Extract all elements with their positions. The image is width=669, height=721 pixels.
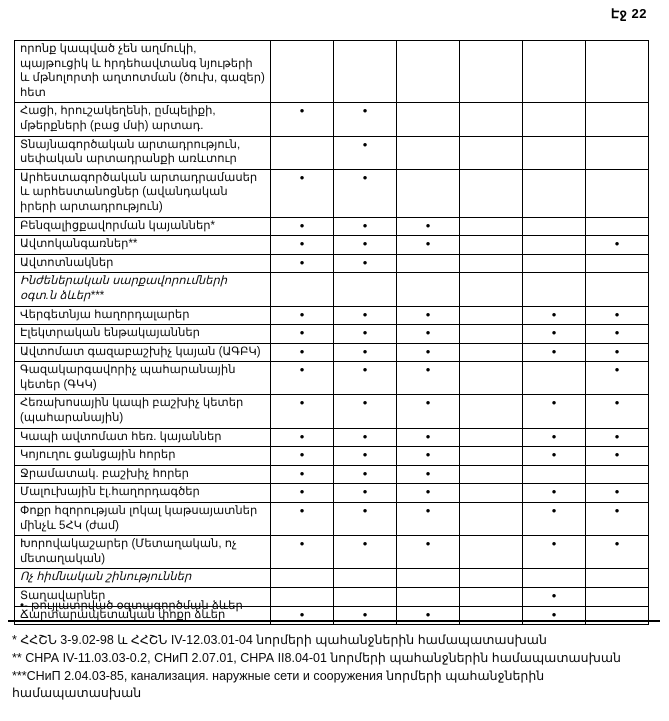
- table-row: [15, 103, 649, 136]
- permitted-dot-cell: •: [334, 217, 397, 236]
- permitted-dot-cell: •: [334, 236, 397, 255]
- table-row: [15, 236, 649, 255]
- empty-cell: [523, 236, 586, 255]
- empty-cell: [523, 103, 586, 136]
- permitted-dot-cell: •: [523, 606, 586, 625]
- empty-cell: [334, 588, 397, 607]
- permitted-dot-cell: •: [397, 536, 460, 569]
- permitted-dot-cell: •: [271, 465, 334, 484]
- empty-cell: [523, 169, 586, 217]
- permitted-dot-cell: •: [271, 306, 334, 325]
- empty-cell: [460, 484, 523, 503]
- permitted-dot-cell: •: [334, 395, 397, 428]
- empty-cell: [334, 273, 397, 306]
- permitted-dot-cell: •: [523, 395, 586, 428]
- table-row: [15, 169, 649, 217]
- row-label: Կապի ավտոմատ հեռ. կայաններ: [15, 428, 271, 447]
- permitted-dot-cell: •: [334, 484, 397, 503]
- empty-cell: [397, 588, 460, 607]
- empty-cell: [586, 569, 649, 588]
- permitted-dot-cell: •: [397, 343, 460, 362]
- empty-cell: [460, 569, 523, 588]
- permitted-dot-cell: •: [271, 395, 334, 428]
- empty-cell: [271, 588, 334, 607]
- empty-cell: [397, 273, 460, 306]
- permitted-dot-cell: •: [586, 503, 649, 536]
- table-row: [15, 395, 649, 428]
- permitted-dot-cell: •: [523, 343, 586, 362]
- row-label: Խորովակաշարեր (Մետաղական, ոչ մետաղական): [15, 536, 271, 569]
- row-label: Հեռախոսային կապի բաշխիչ կետեր (պահարանային): [15, 395, 271, 428]
- footnote-divider: [8, 620, 660, 622]
- permitted-dot-cell: •: [271, 447, 334, 466]
- permitted-dot-cell: •: [334, 306, 397, 325]
- permitted-dot-cell: •: [586, 484, 649, 503]
- empty-cell: [460, 254, 523, 273]
- row-label: Հացի, հրուշակեղենի, ըմպելիքի, մթերքների (բաց մսի) արտադ.: [15, 103, 271, 136]
- row-label: Փոքր հզորության լոկալ կաթսայատներ մինչև 5ՀԿ (ժամ): [15, 503, 271, 536]
- row-label: Ինժեներական սարքավորումների օգտ.ն ձևեր***: [15, 273, 271, 306]
- permitted-dot-cell: •: [397, 236, 460, 255]
- permitted-dot-cell: •: [271, 484, 334, 503]
- empty-cell: [460, 447, 523, 466]
- permitted-dot-cell: •: [397, 503, 460, 536]
- permitted-dot-cell: •: [334, 136, 397, 169]
- table-body: [15, 41, 649, 625]
- footnote: ** СНРА IV-11.03.03-0.2, СНиП 2.07.01, СНРА II8.04-01 նորմերի պահանջներին համապատասխան: [12, 650, 621, 665]
- permitted-dot-cell: •: [523, 447, 586, 466]
- permitted-dot-cell: •: [271, 236, 334, 255]
- empty-cell: [460, 536, 523, 569]
- permitted-dot-cell: •: [523, 503, 586, 536]
- permitted-dot-cell: •: [334, 503, 397, 536]
- permitted-dot-cell: •: [271, 103, 334, 136]
- table-row: [15, 41, 649, 103]
- empty-cell: [271, 569, 334, 588]
- empty-cell: [460, 217, 523, 236]
- row-label: Մալուխային էլ.հաղորդագծեր: [15, 484, 271, 503]
- footnotes-block: [12, 632, 652, 703]
- empty-cell: [523, 217, 586, 236]
- empty-cell: [586, 217, 649, 236]
- empty-cell: [460, 306, 523, 325]
- empty-cell: [523, 273, 586, 306]
- table-row: [15, 325, 649, 344]
- row-label: Էլեկտրական ենթակայաններ: [15, 325, 271, 344]
- empty-cell: [523, 362, 586, 395]
- permitted-dot-cell: •: [334, 536, 397, 569]
- permitted-dot-cell: •: [334, 343, 397, 362]
- permitted-dot-cell: •: [271, 428, 334, 447]
- empty-cell: [334, 569, 397, 588]
- row-label: Արհեստագործական արտադրամասեր և արհեստանոցներ (ավանդական իրերի արտադրություն): [15, 169, 271, 217]
- table-row: [15, 447, 649, 466]
- permitted-dot-cell: •: [523, 306, 586, 325]
- permitted-dot-cell: •: [334, 362, 397, 395]
- table-row: [15, 217, 649, 236]
- empty-cell: [271, 136, 334, 169]
- empty-cell: [397, 103, 460, 136]
- permitted-dot-cell: •: [271, 503, 334, 536]
- empty-cell: [397, 569, 460, 588]
- permitted-dot-cell: •: [586, 362, 649, 395]
- permitted-dot-cell: •: [586, 428, 649, 447]
- table-row: [15, 465, 649, 484]
- table-row: [15, 536, 649, 569]
- table-row: [15, 428, 649, 447]
- permitted-dot-cell: •: [586, 306, 649, 325]
- permitted-dot-cell: •: [271, 606, 334, 625]
- empty-cell: [586, 136, 649, 169]
- row-label: Կոյուղու ցանցային հորեր: [15, 447, 271, 466]
- empty-cell: [460, 136, 523, 169]
- empty-cell: [460, 236, 523, 255]
- table-row: [15, 503, 649, 536]
- row-label: Տնայնագործական արտադրություն, սեփական արտադրանքի առևտուր: [15, 136, 271, 169]
- permitted-dot-cell: •: [271, 217, 334, 236]
- table-row: [15, 254, 649, 273]
- legend-note: •- թույլատրված օգտագործման ձևեր: [20, 600, 243, 612]
- permitted-dot-cell: •: [586, 447, 649, 466]
- table-row: [15, 136, 649, 169]
- empty-cell: [523, 569, 586, 588]
- permitted-dot-cell: •: [523, 428, 586, 447]
- permitted-dot-cell: •: [523, 325, 586, 344]
- empty-cell: [460, 343, 523, 362]
- permitted-dot-cell: •: [271, 536, 334, 569]
- permitted-dot-cell: •: [397, 325, 460, 344]
- footnote: ***СНиП 2.04.03-85, канализация. наружные сети и сооружения նորմերի պահանջներին համապատասխան: [12, 668, 545, 701]
- row-label: Ավտոկանգառներ**: [15, 236, 271, 255]
- empty-cell: [523, 136, 586, 169]
- permitted-dot-cell: •: [271, 325, 334, 344]
- empty-cell: [523, 41, 586, 103]
- empty-cell: [586, 588, 649, 607]
- table-row: [15, 343, 649, 362]
- empty-cell: [397, 136, 460, 169]
- permitted-dot-cell: •: [334, 325, 397, 344]
- empty-cell: [460, 325, 523, 344]
- empty-cell: [586, 465, 649, 484]
- row-label: Տաղավարներ: [15, 588, 271, 607]
- empty-cell: [523, 465, 586, 484]
- empty-cell: [397, 254, 460, 273]
- row-label: Վերգետնյա հաղորդալարեր: [15, 306, 271, 325]
- permitted-dot-cell: •: [334, 169, 397, 217]
- table-row: [15, 569, 649, 588]
- permitted-dot-cell: •: [334, 465, 397, 484]
- empty-cell: [586, 169, 649, 217]
- empty-cell: [460, 362, 523, 395]
- permitted-dot-cell: •: [397, 395, 460, 428]
- permitted-dot-cell: •: [397, 306, 460, 325]
- permitted-dot-cell: •: [397, 484, 460, 503]
- permitted-dot-cell: •: [397, 465, 460, 484]
- empty-cell: [586, 254, 649, 273]
- empty-cell: [586, 41, 649, 103]
- permitted-dot-cell: •: [334, 447, 397, 466]
- permitted-dot-cell: •: [397, 606, 460, 625]
- permitted-dot-cell: •: [523, 484, 586, 503]
- empty-cell: [271, 273, 334, 306]
- empty-cell: [460, 169, 523, 217]
- empty-cell: [460, 273, 523, 306]
- row-label: Ճարտարապետական փոքր ձևեր: [15, 606, 271, 625]
- permitted-dot-cell: •: [523, 588, 586, 607]
- page-number: Էջ 22: [610, 6, 647, 21]
- permitted-dot-cell: •: [271, 343, 334, 362]
- permitted-dot-cell: •: [271, 169, 334, 217]
- permitted-dot-cell: •: [523, 536, 586, 569]
- empty-cell: [397, 169, 460, 217]
- row-label: Ոչ հիմնական շինություններ: [15, 569, 271, 588]
- row-label: Ջրամատակ. բաշխիչ հորեր: [15, 465, 271, 484]
- table-row: [15, 273, 649, 306]
- permitted-use-table: [14, 40, 649, 625]
- table-row: [15, 306, 649, 325]
- permitted-dot-cell: •: [586, 236, 649, 255]
- empty-cell: [271, 41, 334, 103]
- empty-cell: [460, 503, 523, 536]
- empty-cell: [586, 273, 649, 306]
- permitted-dot-cell: •: [334, 254, 397, 273]
- permitted-dot-cell: •: [397, 217, 460, 236]
- permitted-dot-cell: •: [586, 343, 649, 362]
- row-label: Ավտոտնակներ: [15, 254, 271, 273]
- empty-cell: [460, 465, 523, 484]
- empty-cell: [523, 254, 586, 273]
- footnote: * ՀՀՇՆ 3-9.02-98 և ՀՀՇՆ IV-12.03.01-04 նորմերի պահանջներին համապատասխան: [12, 633, 547, 647]
- table-row: [15, 484, 649, 503]
- permitted-dot-cell: •: [334, 606, 397, 625]
- permitted-dot-cell: •: [334, 103, 397, 136]
- row-label: Բենզալիցքավորման կայաններ*: [15, 217, 271, 236]
- permitted-dot-cell: •: [334, 428, 397, 447]
- row-label: Ավտոմատ գազաբաշխիչ կայան (ԱԳԲԿ): [15, 343, 271, 362]
- empty-cell: [460, 41, 523, 103]
- permitted-dot-cell: •: [586, 325, 649, 344]
- row-label: Գազակարգավորիչ պահարանային կետեր (ԳԿԿ): [15, 362, 271, 395]
- empty-cell: [460, 588, 523, 607]
- empty-cell: [460, 103, 523, 136]
- permitted-dot-cell: •: [271, 254, 334, 273]
- row-label: որոնք կապված չեն աղմուկի, պայթուցիկ և հրդեհավտանգ նյութերի և մթնոլորտի աղտոտման (ծուխ, գազեր) հետ: [15, 41, 271, 103]
- permitted-dot-cell: •: [586, 536, 649, 569]
- empty-cell: [334, 41, 397, 103]
- permitted-dot-cell: •: [271, 362, 334, 395]
- empty-cell: [397, 41, 460, 103]
- empty-cell: [586, 103, 649, 136]
- table-row: [15, 362, 649, 395]
- permitted-dot-cell: •: [586, 395, 649, 428]
- permitted-dot-cell: •: [397, 362, 460, 395]
- empty-cell: [460, 395, 523, 428]
- permitted-dot-cell: •: [397, 428, 460, 447]
- empty-cell: [460, 428, 523, 447]
- permitted-dot-cell: •: [397, 447, 460, 466]
